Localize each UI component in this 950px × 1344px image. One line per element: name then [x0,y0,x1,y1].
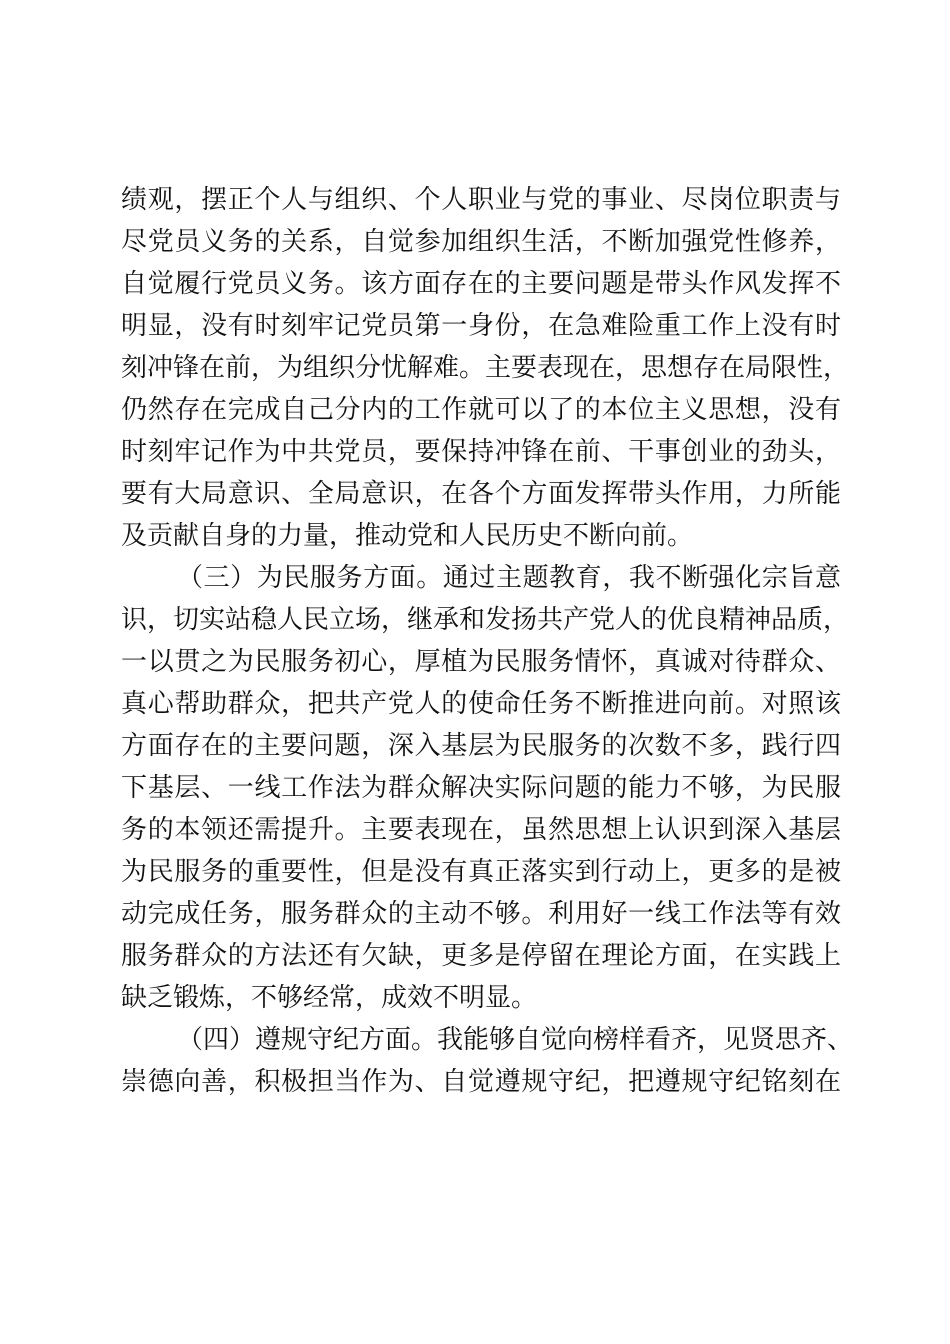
section-heading-line: （四）遵规守纪方面。我能够自觉向榜样看齐，见贤思齐、 [177,1025,854,1055]
text-line: 缺乏锻炼，不够经常，成效不明显。 [121,983,538,1013]
text-line: 一以贯之为民服务初心，厚植为民服务情怀，真诚对待群众、 [121,647,841,677]
text-line: 及贡献自身的力量，推动党和人民历史不断向前。 [121,521,694,551]
text-line: 尽党员义务的关系，自觉参加组织生活，不断加强党性修养， [121,227,841,257]
text-line: 时刻牢记作为中共党员，要保持冲锋在前、干事创业的劲头， [121,437,841,467]
text-line: 刻冲锋在前，为组织分忧解难。主要表现在，思想存在局限性， [121,353,850,383]
text-line: 要有大局意识、全局意识，在各个方面发挥带头作用，力所能 [121,479,841,509]
text-line: 为民服务的重要性，但是没有真正落实到行动上，更多的是被 [121,857,841,887]
text-line: 动完成任务，服务群众的主动不够。利用好一线工作法等有效 [121,899,841,929]
text-line: 服务群众的方法还有欠缺，更多是停留在理论方面，在实践上 [121,941,841,971]
text-line: 真心帮助群众，把共产党人的使命任务不断推进向前。对照该 [121,689,841,719]
text-line: 方面存在的主要问题，深入基层为民服务的次数不多，践行四 [121,731,841,761]
text-line: 明显，没有时刻牢记党员第一身份，在急难险重工作上没有时 [121,311,841,341]
section-heading-line: （三）为民服务方面。通过主题教育，我不断强化宗旨意 [177,563,841,593]
text-line: 务的本领还需提升。主要表现在，虽然思想上认识到深入基层 [121,815,841,845]
text-line: 仍然存在完成自己分内的工作就可以了的本位主义思想，没有 [121,395,841,425]
text-line: 自觉履行党员义务。该方面存在的主要问题是带头作风发挥不 [121,269,841,299]
text-line: 下基层、一线工作法为群众解决实际问题的能力不够，为民服 [121,773,841,803]
text-line: 崇德向善，积极担当作为、自觉遵规守纪，把遵规守纪铭刻在 [121,1067,841,1097]
text-line: 绩观，摆正个人与组织、个人职业与党的事业、尽岗位职责与 [121,185,841,215]
text-line: 识，切实站稳人民立场，继承和发扬共产党人的优良精神品质， [121,605,850,635]
